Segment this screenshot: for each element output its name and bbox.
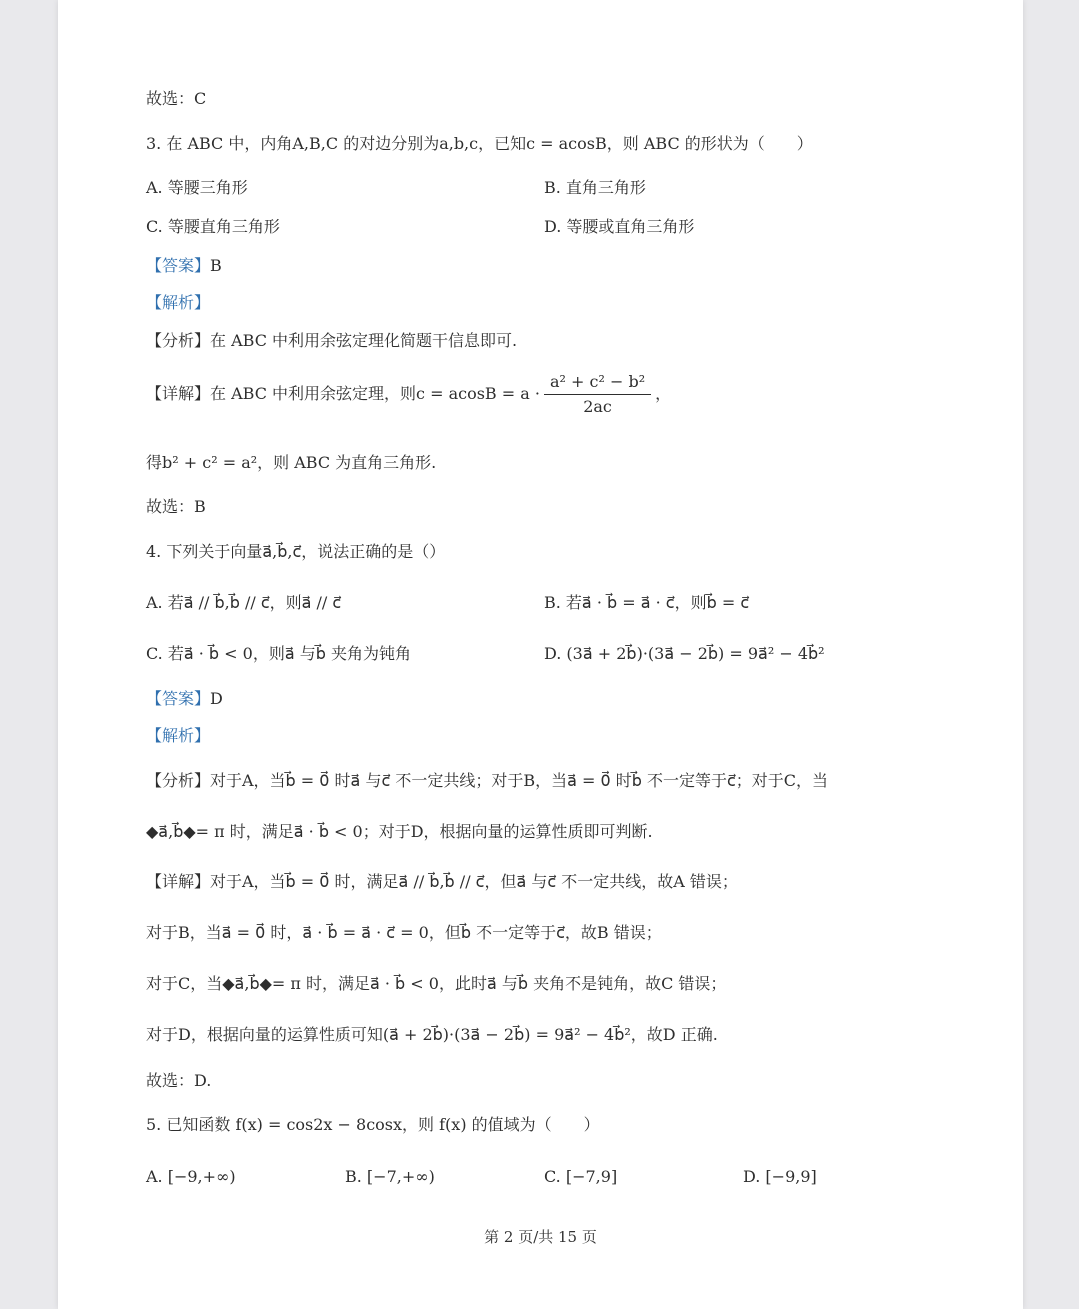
option-4b: B. 若a⃗ · b⃗ = a⃗ · c⃗，则b⃗ = c⃗ (544, 593, 750, 612)
option-4c: C. 若a⃗ · b⃗ < 0，则a⃗ 与b⃗ 夹角为钝角 (146, 644, 411, 663)
fraction-numerator: a² + c² − b² (544, 372, 651, 395)
detail-3 (146, 372, 671, 417)
fraction-denominator: 2ac (583, 397, 612, 416)
option-5a: A. [−9,+∞) (146, 1167, 236, 1186)
option-3c: C. 等腰直角三角形 (146, 217, 280, 236)
analysis-tag: 【解析】 (146, 293, 211, 312)
detail-3-conclusion: 得b² + c² = a²，则 ABC 为直角三角形. (146, 453, 437, 472)
option-4a: A. 若a⃗ // b⃗,b⃗ // c⃗，则a⃗ // c⃗ (146, 593, 342, 612)
analysis-3: 【分析】在 ABC 中利用余弦定理化简题干信息即可. (146, 331, 518, 350)
option-5c: C. [−7,9] (544, 1167, 618, 1186)
analysis-4-line2: ◆a⃗,b⃗◆= π 时，满足a⃗ · b⃗ < 0；对于D，根据向量的运算性质即可判断. (146, 822, 653, 841)
answer-line-q3: 故选：B (146, 497, 206, 516)
analysis-tag: 【解析】 (146, 726, 211, 745)
question-3: 3. 在 ABC 中，内角A,B,C 的对边分别为a,b,c，已知c = acosB，则 ABC 的形状为（ ） (146, 134, 813, 153)
option-3b: B. 直角三角形 (544, 178, 646, 197)
answer-value: B (210, 256, 222, 275)
detail-4-a: 【详解】对于A，当b⃗ = 0⃗ 时，满足a⃗ // b⃗,b⃗ // c⃗，但a⃗ 与c⃗ 不一定共线，故A 错误； (146, 872, 738, 891)
page-footer: 第 2 页/共 15 页 (484, 1228, 597, 1246)
question-5: 5. 已知函数 f(x) = cos2x − 8cosx，则 f(x) 的值域为（ ） (146, 1115, 600, 1134)
answer-tag: 【答案】 (146, 256, 211, 275)
option-5b: B. [−7,+∞) (345, 1167, 435, 1186)
answer-3 (146, 255, 222, 277)
document-page (58, 0, 1023, 1309)
option-3a: A. 等腰三角形 (146, 178, 248, 197)
option-4d: D. (3a⃗ + 2b⃗)·(3a⃗ − 2b⃗) = 9a⃗² − 4b⃗² (544, 644, 825, 663)
detail-3-end: ， (655, 384, 672, 403)
answer-4 (146, 688, 223, 710)
answer-line-q4: 故选：D. (146, 1071, 212, 1090)
detail-4-c: 对于C，当◆a⃗,b⃗◆= π 时，满足a⃗ · b⃗ < 0，此时a⃗ 与b⃗ 夹角不是钝角，故C 错误； (146, 974, 727, 993)
answer-tag: 【答案】 (146, 689, 211, 708)
detail-4-b: 对于B，当a⃗ = 0⃗ 时，a⃗ · b⃗ = a⃗ · c⃗ = 0，但b⃗ 不一定等于c⃗，故B 错误； (146, 923, 662, 942)
detail-4-d: 对于D，根据向量的运算性质可知(a⃗ + 2b⃗)·(3a⃗ − 2b⃗) = 9a⃗² − 4b⃗²，故D 正确. (146, 1025, 718, 1044)
option-3d: D. 等腰或直角三角形 (544, 217, 695, 236)
detail-3-text: 【详解】在 ABC 中利用余弦定理，则c = acosB = a · (146, 384, 540, 403)
option-5d: D. [−9,9] (743, 1167, 817, 1186)
question-4: 4. 下列关于向量a⃗,b⃗,c⃗，说法正确的是（） (146, 542, 446, 561)
cosine-fraction (544, 372, 651, 417)
answer-line-q2: 故选：C (146, 89, 207, 108)
analysis-4-line1: 【分析】对于A，当b⃗ = 0⃗ 时a⃗ 与c⃗ 不一定共线；对于B，当a⃗ = 0⃗ 时b⃗ 不一定等于c⃗；对于C，当 (146, 771, 829, 790)
answer-value: D (210, 689, 223, 708)
